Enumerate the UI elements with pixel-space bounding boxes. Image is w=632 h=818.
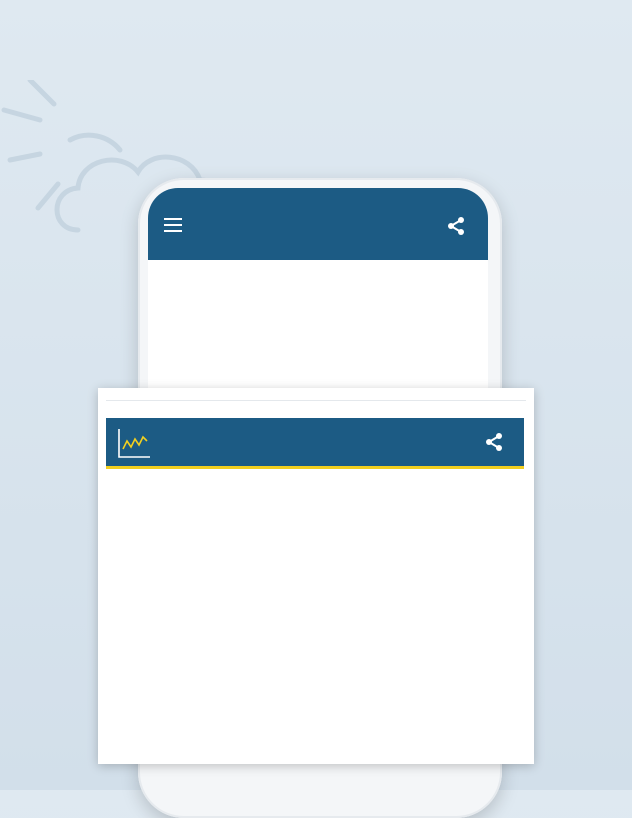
phone-screen — [148, 188, 488, 398]
forecast-chart — [98, 388, 534, 764]
headline — [0, 44, 632, 100]
day-list — [154, 260, 488, 398]
forecast-card — [98, 388, 534, 764]
menu-icon[interactable] — [164, 218, 182, 232]
share-icon[interactable] — [446, 216, 466, 236]
app-bar — [148, 188, 488, 260]
